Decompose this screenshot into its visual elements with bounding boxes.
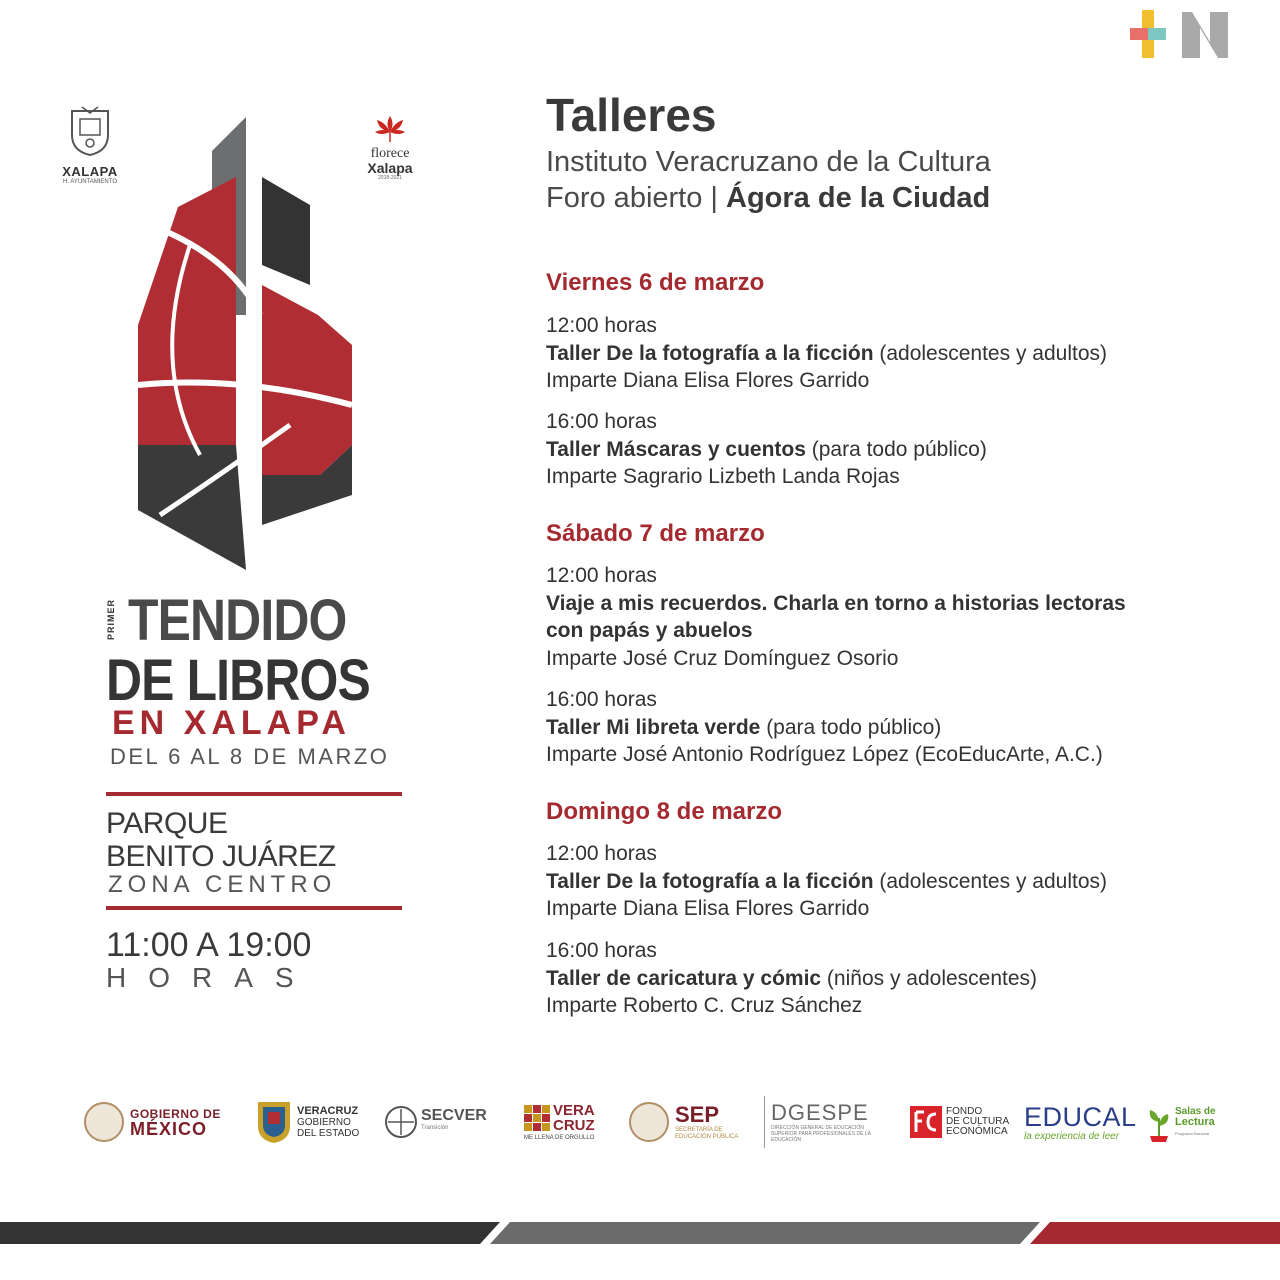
event-audience: (niños y adolescentes) — [821, 966, 1038, 990]
event-instructor: Imparte Diana Elisa Flores Garrido — [546, 369, 870, 392]
day-heading: Viernes 6 de marzo — [546, 269, 765, 296]
xalapa-logo — [60, 105, 120, 187]
sep-logo — [629, 1096, 759, 1148]
event-time: 12:00 horas — [546, 314, 657, 337]
poster-title-line-1: TENDIDO — [128, 588, 347, 653]
dgespe-logo — [764, 1096, 884, 1148]
festival-emblem — [130, 115, 360, 575]
veracruz-line-2: GOBIERNO — [297, 1116, 351, 1128]
secver-sub: Transición — [421, 1125, 449, 1131]
vera-word: VERA — [553, 1102, 595, 1119]
fce-line-2: DE CULTURA — [946, 1116, 1010, 1127]
poster-hours-label: HORAS — [106, 962, 316, 993]
place-line-3: ZONA CENTRO — [108, 871, 337, 898]
sep-sub: SECRETARÍA DE EDUCACIÓN PÚBLICA — [675, 1127, 739, 1140]
event-instructor: Imparte José Cruz Domínguez Osorio — [546, 646, 899, 670]
florece-word: florece — [370, 146, 410, 161]
event-instructor: Imparte José Antonio Rodríguez López (EcoEducArte, A.C.) — [546, 743, 1103, 766]
event-audience: (para todo público) — [805, 437, 987, 461]
plant-icon — [1146, 1102, 1172, 1142]
veracruz-gobierno-logo — [256, 1096, 366, 1148]
day-heading: Sábado 7 de marzo — [546, 520, 765, 547]
poster-title-line-3: EN XALAPA — [112, 704, 351, 742]
event-time: 12:00 horas — [546, 842, 657, 865]
day-heading: Domingo 8 de marzo — [546, 798, 783, 825]
florece-xalapa-logo — [352, 112, 428, 182]
event-time: 16:00 horas — [546, 688, 657, 711]
flower-icon — [373, 112, 407, 142]
stripe-red — [1030, 1222, 1280, 1244]
venue-name: Ágora de la Ciudad — [726, 182, 991, 214]
event-item — [546, 686, 1246, 769]
poster-hours: 11:00 A 19:00 — [106, 926, 312, 964]
mexico-seal-icon — [84, 1102, 124, 1142]
place-line-1: PARQUE — [106, 807, 228, 840]
event-item — [546, 408, 1246, 491]
event-instructor: Imparte Sagrario Lizbeth Landa Rojas — [546, 465, 900, 488]
gob-mexico-line-1: GOBIERNO DE — [130, 1107, 221, 1121]
florece-years: 2018-2021 — [378, 175, 402, 181]
secver-emblem-icon — [384, 1105, 418, 1139]
xalapa-logo-name: XALAPA — [62, 164, 118, 179]
salas-lectura-logo — [1146, 1096, 1224, 1148]
event-time: 16:00 horas — [546, 939, 657, 962]
sponsor-logos — [84, 1096, 1224, 1148]
event-title: Taller De la fotografía a la ficción — [546, 341, 874, 365]
event-title: Taller De la fotografía a la ficción — [546, 869, 874, 893]
venue-prefix: Foro abierto | — [546, 182, 727, 214]
page-title: Talleres — [546, 89, 717, 141]
organizer: Instituto Veracruzano de la Cultura — [546, 146, 991, 178]
place-line-2: BENITO JUÁREZ — [106, 840, 336, 873]
xalapa-seal-icon — [68, 105, 112, 157]
fce-line-1: FONDO — [946, 1106, 983, 1117]
event-title: Taller Máscaras y cuentos — [546, 437, 806, 461]
event-instructor: Imparte Diana Elisa Flores Garrido — [546, 897, 870, 920]
divider-top — [106, 792, 402, 796]
dgespe-sub: DIRECCIÓN GENERAL DE EDUCACIÓN SUPERIOR PARA PROFESIONALES DE LA EDUCACIÓN — [771, 1125, 871, 1143]
divider-bottom — [106, 906, 402, 910]
fce-logo — [910, 1096, 1015, 1148]
educal-name: EDUCAL — [1024, 1101, 1137, 1132]
event-title: Taller de caricatura y cómic — [546, 966, 822, 990]
salas-line-1: Salas de — [1175, 1105, 1216, 1117]
veracruz-brand-tagline: ME LLENA DE ORGULLO — [524, 1135, 595, 1141]
secver-name: SECVER — [421, 1107, 487, 1124]
event-instructor: Imparte Roberto C. Cruz Sánchez — [546, 994, 863, 1017]
gob-mexico-line-2: MÉXICO — [130, 1119, 208, 1139]
fce-mark-icon — [910, 1106, 942, 1138]
event-title: Viaje a mis recuerdos. Charla en torno a historias lectoras con papás y abuelos — [546, 591, 1126, 642]
event-title: Taller Mi libreta verde — [546, 715, 761, 739]
event-item — [546, 937, 1246, 1020]
veracruz-shield-icon — [256, 1100, 292, 1144]
salas-line-3: Programa Nacional — [1175, 1130, 1210, 1136]
poster-title-line-2: DE LIBROS — [106, 648, 370, 713]
event-item — [546, 562, 1166, 672]
xalapa-logo-sub: H. AYUNTAMIENTO — [62, 179, 117, 185]
footer-stripes — [0, 1222, 1280, 1244]
educal-logo — [1024, 1096, 1136, 1148]
fce-line-3: ECONÓMICA — [946, 1126, 1008, 1137]
veracruz-line-3: DEL ESTADO — [297, 1127, 360, 1139]
event-item — [546, 840, 1246, 923]
veracruz-pattern-icon — [524, 1105, 550, 1131]
dgespe-name: DGESPE — [771, 1100, 869, 1125]
salas-line-2: Lectura — [1175, 1115, 1215, 1128]
educal-tagline: la experiencia de leer — [1024, 1130, 1120, 1142]
gobierno-mexico-logo — [84, 1096, 234, 1148]
cruz-word: CRUZ — [553, 1117, 595, 1134]
poster-dates: DEL 6 AL 8 DE MARZO — [110, 744, 390, 769]
schedule-header — [546, 86, 1246, 216]
florece-city: Xalapa — [367, 160, 413, 176]
sep-name: SEP — [675, 1102, 720, 1127]
event-time: 12:00 horas — [546, 564, 657, 587]
event-audience: (para todo público) — [760, 715, 942, 739]
venue — [546, 180, 1246, 216]
primer-label: PRIMER — [106, 598, 116, 640]
event-audience: (adolescentes y adultos) — [873, 869, 1107, 893]
event-time: 16:00 horas — [546, 410, 657, 433]
veracruz-brand-logo — [524, 1096, 604, 1148]
sep-seal-icon — [629, 1102, 669, 1142]
stripe-gray — [490, 1222, 1040, 1244]
event-item — [546, 312, 1246, 395]
veracruz-line-1: VERACRUZ — [297, 1104, 359, 1117]
brand-logo — [1130, 10, 1230, 60]
secver-logo — [384, 1096, 499, 1148]
stripe-dark — [0, 1222, 500, 1244]
event-audience: (adolescentes y adultos) — [873, 341, 1107, 365]
